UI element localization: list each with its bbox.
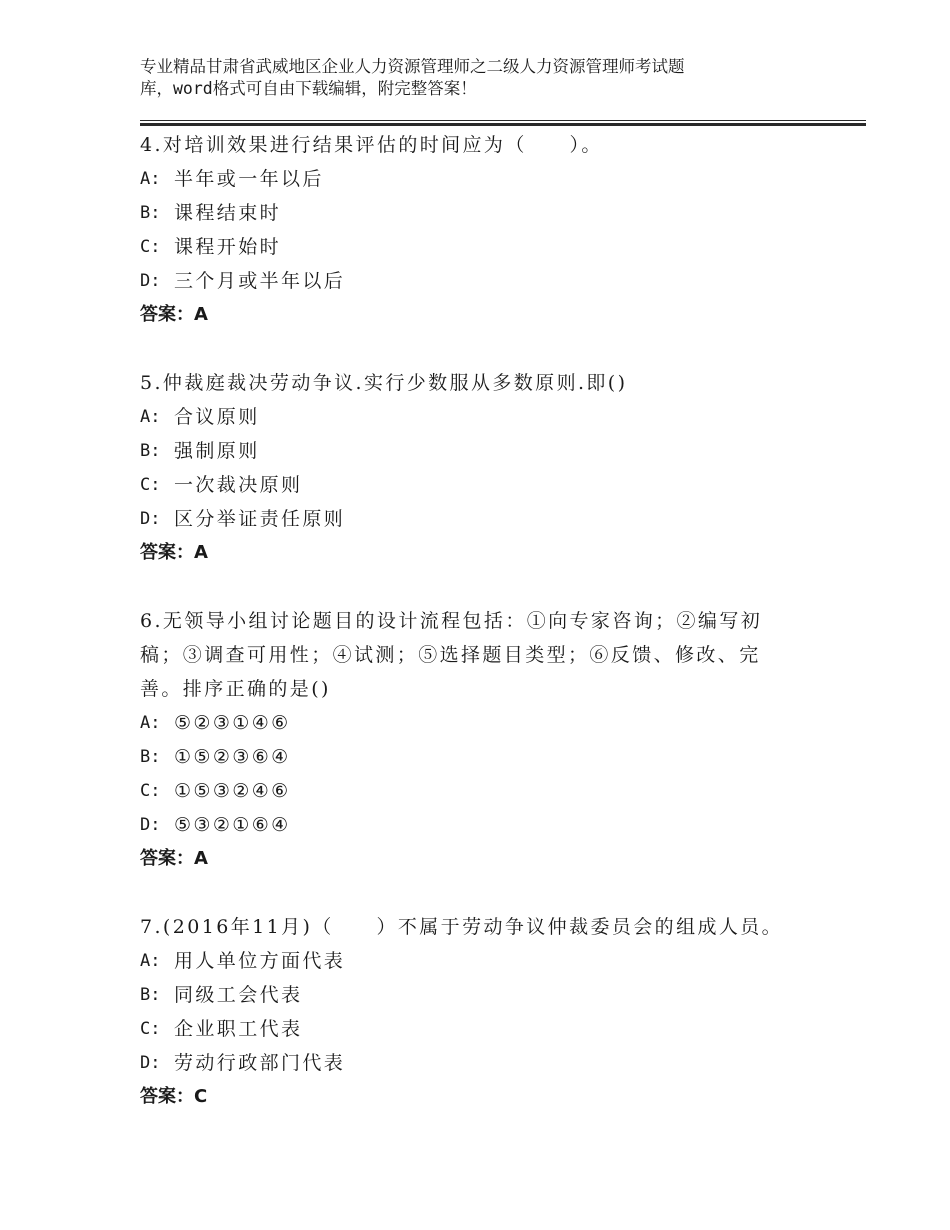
header-divider-thick	[140, 123, 866, 126]
option-text: 半年或一年以后	[174, 168, 324, 190]
option-text: 同级工会代表	[174, 984, 303, 1006]
option-a	[140, 944, 870, 978]
question-5	[140, 366, 870, 570]
option-text: ⑤②③①④⑥	[174, 712, 291, 734]
option-c	[140, 468, 870, 502]
option-b	[140, 196, 870, 230]
option-key: A:	[140, 407, 161, 427]
option-a	[140, 400, 870, 434]
option-text: 强制原则	[174, 440, 260, 462]
option-key: C:	[140, 237, 161, 257]
option-key: D:	[140, 271, 161, 291]
option-text: 区分举证责任原则	[174, 508, 346, 530]
option-key: D:	[140, 1053, 161, 1073]
option-key: C:	[140, 1019, 161, 1039]
option-text: 企业职工代表	[174, 1018, 303, 1040]
document-header	[140, 56, 830, 100]
question-4	[140, 128, 870, 332]
option-a	[140, 162, 870, 196]
option-text: 合议原则	[174, 406, 260, 428]
option-key: B:	[140, 747, 161, 767]
option-key: B:	[140, 441, 161, 461]
option-text: 用人单位方面代表	[174, 950, 346, 972]
option-key: B:	[140, 985, 161, 1005]
question-7	[140, 910, 870, 1114]
option-b	[140, 978, 870, 1012]
option-text: 一次裁决原则	[174, 474, 303, 496]
option-c	[140, 1012, 870, 1046]
header-line-1: 专业精品甘肃省武威地区企业人力资源管理师之二级人力资源管理师考试题	[140, 57, 685, 76]
option-key: D:	[140, 509, 161, 529]
option-d	[140, 1046, 870, 1080]
spacer	[140, 876, 870, 910]
question-stem-line-3: 善。排序正确的是()	[140, 678, 331, 700]
option-key: A:	[140, 169, 161, 189]
answer-line: 答案：A	[140, 304, 208, 325]
option-d	[140, 502, 870, 536]
option-text: 课程结束时	[174, 202, 282, 224]
question-list	[140, 128, 870, 1114]
header-line-2: 库，word格式可自由下载编辑，附完整答案！	[140, 79, 477, 98]
question-stem: 5.仲裁庭裁决劳动争议.实行少数服从多数原则.即()	[140, 372, 628, 394]
question-stem: 7.(2016年11月)（ ）不属于劳动争议仲裁委员会的组成人员。	[140, 916, 784, 938]
option-key: A:	[140, 713, 161, 733]
option-key: D:	[140, 815, 161, 835]
option-text: 三个月或半年以后	[174, 270, 346, 292]
answer-line: 答案：A	[140, 542, 208, 563]
spacer	[140, 570, 870, 604]
header-divider-thin	[140, 120, 866, 121]
option-key: C:	[140, 475, 161, 495]
option-text: ⑤③②①⑥④	[174, 814, 291, 836]
option-key: C:	[140, 781, 161, 801]
option-a	[140, 706, 870, 740]
option-b	[140, 740, 870, 774]
option-key: A:	[140, 951, 161, 971]
question-stem: 4.对培训效果进行结果评估的时间应为（ ）。	[140, 134, 603, 156]
option-text: ①⑤③②④⑥	[174, 780, 291, 802]
option-d	[140, 808, 870, 842]
option-b	[140, 434, 870, 468]
option-c	[140, 230, 870, 264]
option-text: 劳动行政部门代表	[174, 1052, 346, 1074]
option-c	[140, 774, 870, 808]
spacer	[140, 332, 870, 366]
answer-line: 答案：A	[140, 848, 208, 869]
question-6	[140, 604, 870, 876]
answer-line: 答案：C	[140, 1086, 208, 1107]
question-stem-line-1: 6.无领导小组讨论题目的设计流程包括：①向专家咨询；②编写初	[140, 610, 763, 632]
option-text: 课程开始时	[174, 236, 282, 258]
option-key: B:	[140, 203, 161, 223]
option-text: ①⑤②③⑥④	[174, 746, 291, 768]
option-d	[140, 264, 870, 298]
question-stem-line-2: 稿；③调查可用性；④试测；⑤选择题目类型；⑥反馈、修改、完	[140, 644, 761, 666]
